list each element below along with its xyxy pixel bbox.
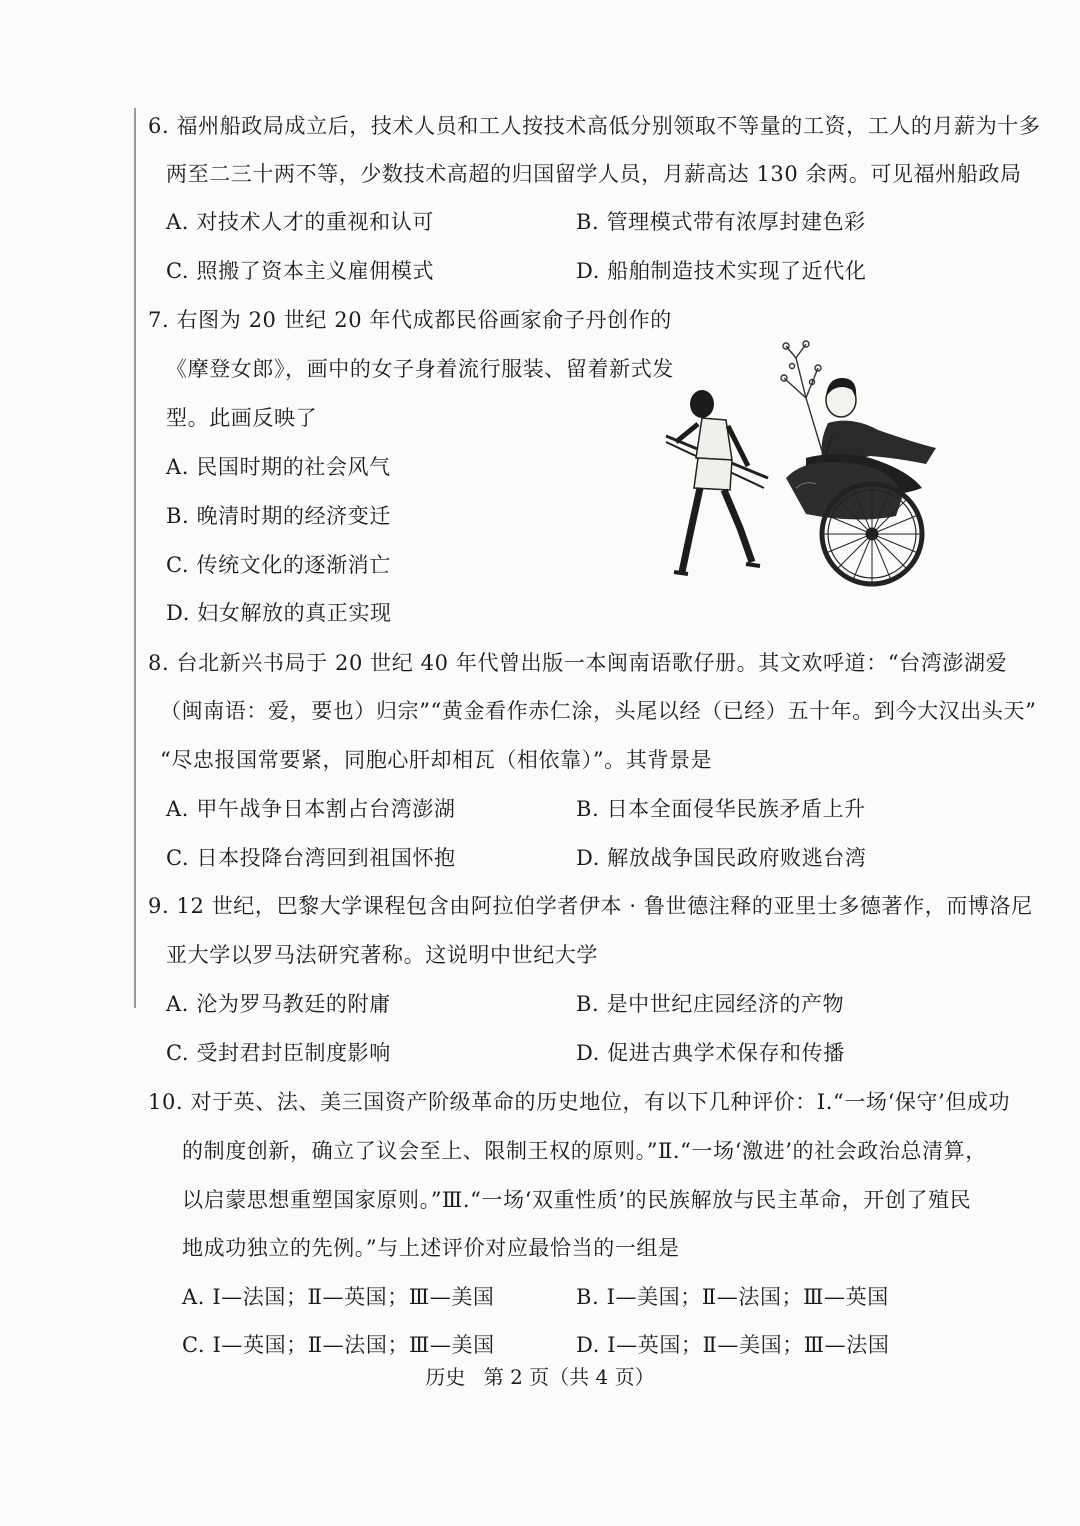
q7-option-b: B. 晚清时期的经济变迁 xyxy=(166,504,391,528)
q8-option-b: B. 日本全面侵华民族矛盾上升 xyxy=(576,797,866,821)
q8-option-c: C. 日本投降台湾回到祖国怀抱 xyxy=(166,846,456,870)
q7-option-c: C. 传统文化的逐渐消亡 xyxy=(166,553,391,577)
q9-option-b: B. 是中世纪庄园经济的产物 xyxy=(576,992,845,1016)
q7-line-3: 型。此画反映了 xyxy=(166,406,318,430)
margin-line xyxy=(134,108,136,1008)
footer-subject: 历史 xyxy=(425,1365,466,1389)
q6-option-d: D. 船舶制造技术实现了近代化 xyxy=(576,259,867,283)
q9-line-2: 亚大学以罗马法研究著称。这说明中世纪大学 xyxy=(166,943,598,967)
q9-option-a: A. 沦为罗马教廷的附庸 xyxy=(166,992,391,1016)
page-footer xyxy=(0,1363,1080,1391)
q8-line-1: 8. 台北新兴书局于 20 世纪 40 年代曾出版一本闽南语歌仔册。其文欢呼道：“台湾澎湖爱 xyxy=(148,651,1008,675)
q9-option-c: C. 受封君封臣制度影响 xyxy=(166,1041,391,1065)
q10-option-c: C. Ⅰ—英国；Ⅱ—法国；Ⅲ—美国 xyxy=(182,1333,495,1357)
q7-option-d: D. 妇女解放的真正实现 xyxy=(166,601,392,625)
q9-line-1: 9. 12 世纪，巴黎大学课程包含由阿拉伯学者伊本 · 鲁世德注释的亚里士多德著作，而博洛尼 xyxy=(148,894,1033,918)
q8-option-d: D. 解放战争国民政府败逃台湾 xyxy=(576,846,867,870)
q9-option-d: D. 促进古典学术保存和传播 xyxy=(576,1041,845,1065)
q7-option-a: A. 民国时期的社会风气 xyxy=(166,455,391,479)
q10-option-d: D. Ⅰ—英国；Ⅱ—美国；Ⅲ—法国 xyxy=(576,1333,890,1357)
q6-option-a: A. 对技术人才的重视和认可 xyxy=(166,210,434,234)
q8-line-3: “尽忠报国常要紧，同胞心肝却相瓦（相依靠）”。其背景是 xyxy=(160,748,713,772)
flower-branch xyxy=(781,341,824,458)
q10-line-2: 的制度创新，确立了议会至上、限制王权的原则。”Ⅱ.“一场‘激进’的社会政治总清算， xyxy=(182,1139,987,1163)
footer-page-number: 第 2 页（共 4 页） xyxy=(483,1365,655,1389)
q7-line-2: 《摩登女郎》，画中的女子身着流行服装、留着新式发 xyxy=(166,357,674,381)
q6-line-2: 两至二三十两不等，少数技术高超的归国留学人员，月薪高达 130 余两。可见福州船政局 xyxy=(166,162,1022,186)
q6-option-b: B. 管理模式带有浓厚封建色彩 xyxy=(576,210,866,234)
q10-line-1: 10. 对于英、法、美三国资产阶级革命的历史地位，有以下几种评价：Ⅰ.“一场‘保守’但成功 xyxy=(148,1090,1011,1114)
q6-option-c: C. 照搬了资本主义雇佣模式 xyxy=(166,259,435,283)
q7-line-1: 7. 右图为 20 世纪 20 年代成都民俗画家俞子丹创作的 xyxy=(148,308,672,332)
puller-figure xyxy=(674,390,760,574)
q8-line-2: （闽南语：爱，要也）归宗”“黄金看作赤仁涂，头尾以经（已经）五十年。到今大汉出头天” xyxy=(160,699,1037,723)
q8-option-a: A. 甲午战争日本割占台湾澎湖 xyxy=(166,797,456,821)
rickshaw-illustration xyxy=(656,338,946,588)
q10-option-b: B. Ⅰ—美国；Ⅱ—法国；Ⅲ—英国 xyxy=(576,1285,889,1309)
rickshaw-wheel xyxy=(822,484,922,584)
q10-option-a: A. Ⅰ—法国；Ⅱ—英国；Ⅲ—美国 xyxy=(182,1285,495,1309)
q10-line-4: 地成功独立的先例。”与上述评价对应最恰当的一组是 xyxy=(182,1236,680,1260)
q10-line-3: 以启蒙思想重塑国家原则。”Ⅲ.“一场‘双重性质’的民族解放与民主革命，开创了殖民 xyxy=(182,1188,972,1212)
q6-line-1: 6. 福州船政局成立后，技术人员和工人按技术高低分别领取不等量的工资，工人的月薪为十多 xyxy=(148,114,1041,138)
